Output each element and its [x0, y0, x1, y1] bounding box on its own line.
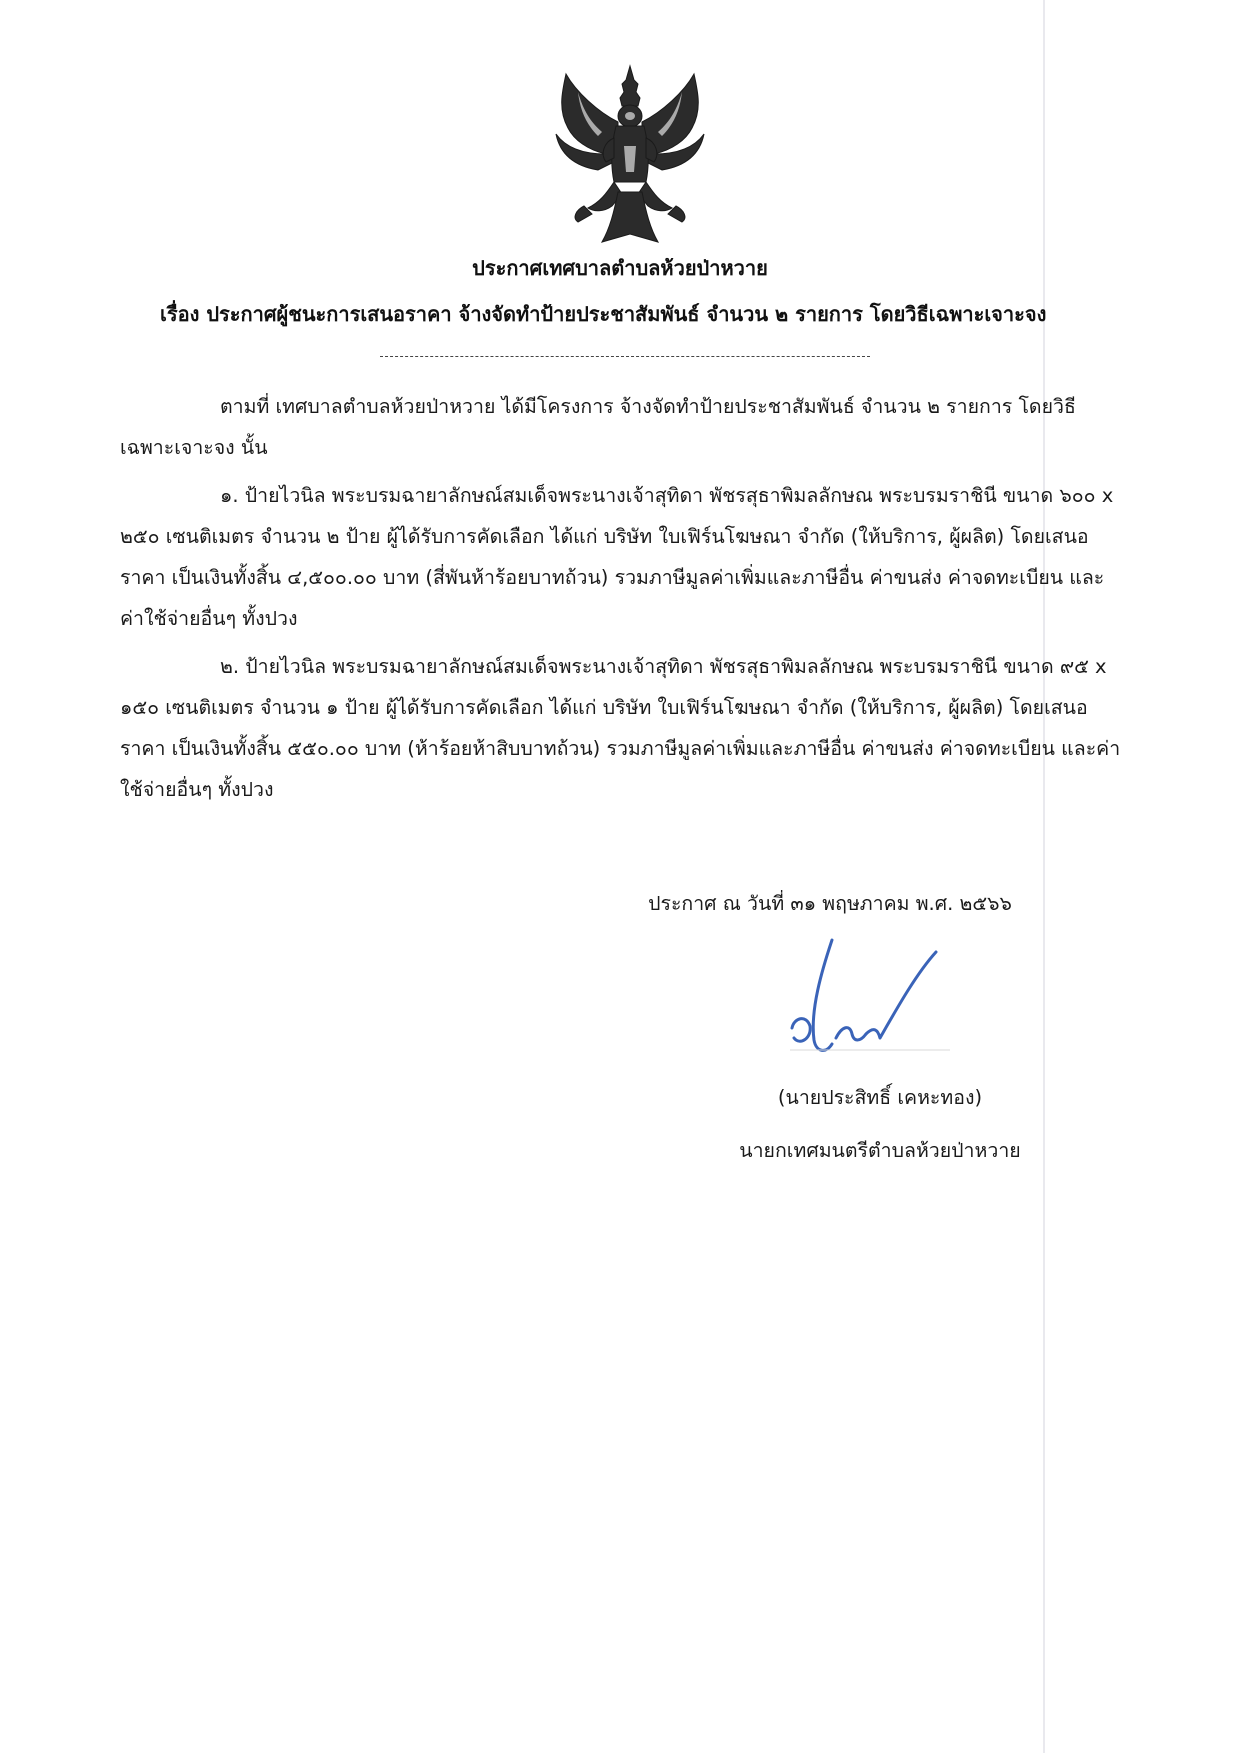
announcement-org-title: ประกาศเทศบาลตำบลห้วยป่าหวาย: [472, 256, 768, 280]
announcement-body: [120, 386, 1125, 817]
item-paragraph-1: ๑. ป้ายไวนิล พระบรมฉายาลักษณ์สมเด็จพระนางเจ้าสุทิดา พัชรสุธาพิมลลักษณ พระบรมราชินี ขนาด ๖๐๐ x ๒๕๐ เซนติเมตร จำนวน ๒ ป้าย ผู้ได้รับการคัดเลือก ได้แก่ บริษัท ใบเฟิร์นโฆษณา จำกัด (ให้บริการ, ผู้ผลิต) โดยเสนอราคา เป็นเงินทั้งสิ้น ๔,๕๐๐.๐๐ บาท (สี่พันห้าร้อยบาทถ้วน) รวมภาษีมูลค่าเพิ่มและภาษีอื่น ค่าขนส่ง ค่าจดทะเบียน และค่าใช้จ่ายอื่นๆ ทั้งปวง: [120, 484, 1114, 630]
announcement-date: ประกาศ ณ วันที่ ๓๑ พฤษภาคม พ.ศ. ๒๕๖๖: [648, 892, 1012, 915]
garuda-emblem-icon: [548, 62, 712, 248]
handwritten-signature-icon: [770, 930, 970, 1070]
signer-name: (นายประสิทธิ์ เคหะทอง): [777, 1086, 983, 1109]
item-paragraph-2: ๒. ป้ายไวนิล พระบรมฉายาลักษณ์สมเด็จพระนางเจ้าสุทิดา พัชรสุธาพิมลลักษณ พระบรมราชินี ขนาด ๙๕ x ๑๕๐ เซนติเมตร จำนวน ๑ ป้าย ผู้ได้รับการคัดเลือก ได้แก่ บริษัท ใบเฟิร์นโฆษณา จำกัด (ให้บริการ, ผู้ผลิต) โดยเสนอราคา เป็นเงินทั้งสิ้น ๕๕๐.๐๐ บาท (ห้าร้อยห้าสิบบาทถ้วน) รวมภาษีมูลค่าเพิ่มและภาษีอื่น ค่าขนส่ง ค่าจดทะเบียน และค่าใช้จ่ายอื่นๆ ทั้งปวง: [120, 655, 1121, 801]
signer-position: นายกเทศมนตรีตำบลห้วยป่าหวาย: [739, 1139, 1021, 1162]
announcement-subject: เรื่อง ประกาศผู้ชนะการเสนอราคา จ้างจัดทำป้ายประชาสัมพันธ์ จำนวน ๒ รายการ โดยวิธีเฉพาะเจาะจง: [160, 302, 1047, 326]
intro-paragraph: ตามที่ เทศบาลตำบลห้วยป่าหวาย ได้มีโครงการ จ้างจัดทำป้ายประชาสัมพันธ์ จำนวน ๒ รายการ โดยวิธีเฉพาะเจาะจง นั้น: [120, 395, 1076, 459]
dashed-divider: [380, 356, 870, 357]
